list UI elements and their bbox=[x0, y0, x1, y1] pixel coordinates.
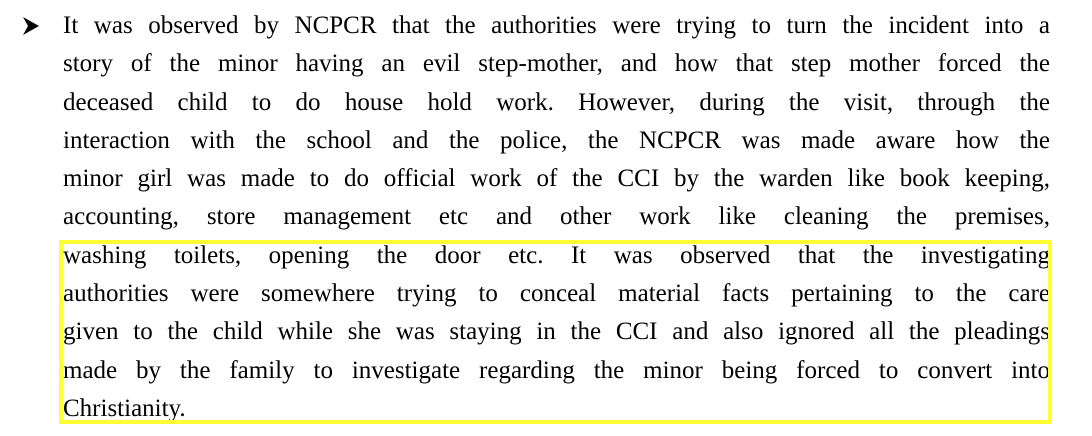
paragraph-line: accounting, store management etc and other work like cleaning the premises, bbox=[63, 203, 1050, 231]
paragraph-line: deceased child to do house hold work. However, during the visit, through the bbox=[63, 88, 1050, 116]
paragraph-line: minor girl was made to do official work of the CCI by the warden like book keeping, bbox=[63, 165, 1050, 193]
body-paragraph bbox=[63, 7, 1050, 428]
paragraph-line: authorities were somewhere trying to conceal material facts pertaining to the care bbox=[63, 280, 1050, 308]
paragraph-line: given to the child while she was staying in the CCI and also ignored all the pleadings bbox=[63, 318, 1050, 346]
paragraph-line: made by the family to investigate regarding the minor being forced to convert into bbox=[63, 356, 1050, 384]
paragraph-line: It was observed by NCPCR that the authorities were trying to turn the incident into a bbox=[63, 12, 1050, 39]
paragraph-line: interaction with the school and the police, the NCPCR was made aware how the bbox=[63, 126, 1050, 154]
paragraph-line: story of the minor having an evil step-mother, and how that step mother forced the bbox=[63, 50, 1050, 78]
paragraph-line: Christianity. bbox=[63, 394, 186, 422]
paragraph-line: washing toilets, opening the door etc. It was observed that the investigating bbox=[63, 241, 1050, 269]
arrowhead-bullet-icon bbox=[22, 16, 40, 36]
